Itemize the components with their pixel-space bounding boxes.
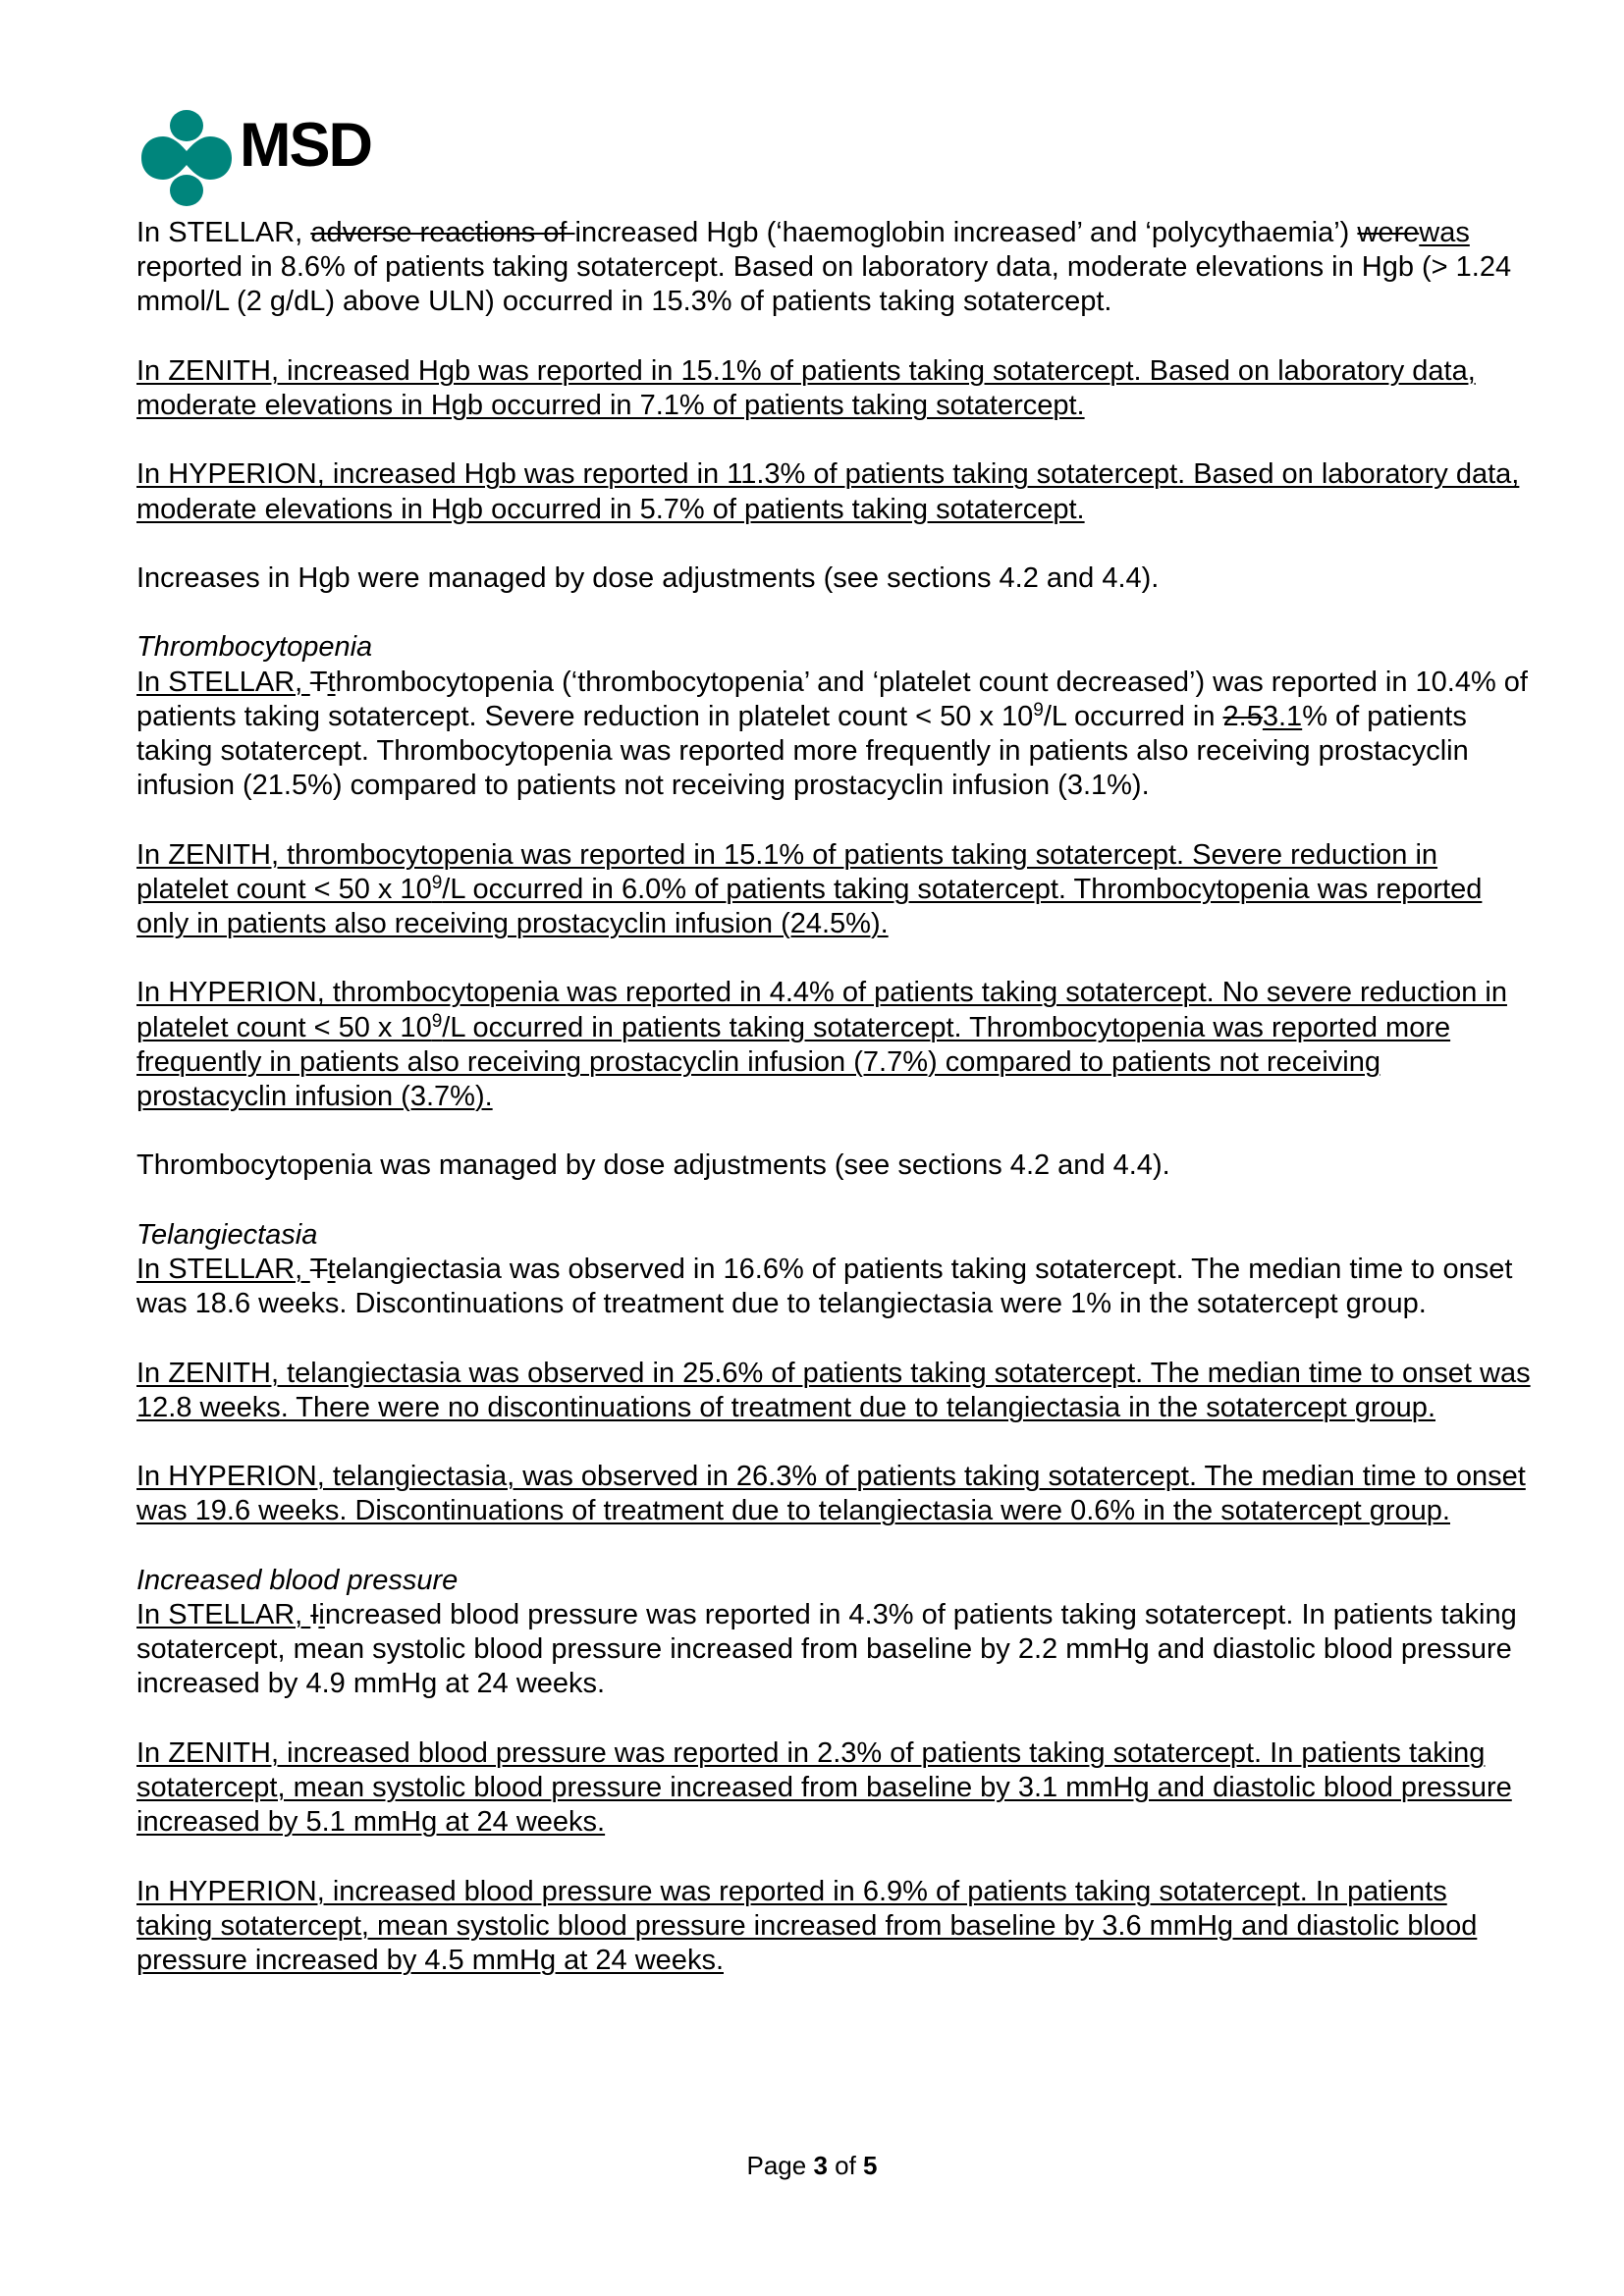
current-page-number: 3 <box>813 2151 828 2180</box>
total-page-count: 5 <box>863 2151 878 2180</box>
paragraph-bp-hyperion: In HYPERION, increased blood pressure was reported in 6.9% of patients taking sotatercept. In patients taking sotatercept, mean systolic blood pressure increased from baseline by 3.6 mmHg and diastolic blood pressure increased by 4.5 mmHg at 24 weeks. <box>136 1875 1478 1976</box>
deleted-text: 2.5 <box>1222 700 1263 732</box>
text-run: In STELLAR, <box>136 217 311 248</box>
heading-telangiectasia: Telangiectasia <box>136 1218 318 1251</box>
paragraph-thrombo-managed: Thrombocytopenia was managed by dose adjustments (see sections 4.2 and 4.4). <box>136 1149 1170 1182</box>
superscript: 9 <box>431 1010 443 1032</box>
inserted-text: In STELLAR, <box>136 1253 310 1285</box>
paragraph-telang-hyperion: In HYPERION, telangiectasia, was observed in 26.3% of patients taking sotatercept. The median time to onset was 19.6 weeks. Discontinuations of treatment due to telangiectasia were 0.6% in the sotatercept group. <box>136 1461 1526 1527</box>
paragraph-hgb-stellar <box>136 216 1531 320</box>
inserted-text: In STELLAR, <box>136 666 310 698</box>
paragraph-thrombo-stellar <box>136 666 1531 804</box>
text-run: increased Hgb (‘haemoglobin increased’ and ‘polycythaemia’) <box>574 217 1358 248</box>
footer-page-label: Page <box>746 2151 814 2180</box>
inserted-text: In STELLAR, <box>136 1598 311 1630</box>
text-run: /L occurred in <box>1043 700 1223 732</box>
inserted-text: 3.1 <box>1262 700 1303 732</box>
page-number-footer <box>0 2151 1624 2180</box>
paragraph-thrombo-zenith <box>136 838 1531 942</box>
deleted-text: T <box>309 1253 328 1285</box>
text-run: hrombocytopenia (‘thrombocytopenia’ and ‘platelet count decreased’) was reported in 10.4% of patients taking sotatercept. Severe reduction in platelet count < 50 x 10 <box>136 666 1528 732</box>
text-run: % of patients taking sotatercept. Thrombocytopenia was reported more frequently in patients also receiving prostacyclin infusion (21.5%) compared to patients not receiving prostacyclin infusion (3.1%). <box>136 700 1469 802</box>
inserted-text: t <box>327 1253 336 1285</box>
deleted-text: T <box>309 666 328 698</box>
text-run: In ZENITH, thrombocytopenia was reported in 15.1% of patients taking sotatercept. Severe reduction in platelet count < 50 x 10 <box>136 838 1438 905</box>
paragraph-telang-zenith: In ZENITH, telangiectasia was observed in 25.6% of patients taking sotatercept. The median time to onset was 12.8 weeks. There were no discontinuations of treatment due to telangiectasia in the sotatercept group. <box>136 1357 1531 1423</box>
heading-increased-blood-pressure: Increased blood pressure <box>136 1564 459 1596</box>
heading-thrombocytopenia: Thrombocytopenia <box>136 631 373 664</box>
document-body <box>136 216 1531 1978</box>
text-run: /L occurred in 6.0% of patients taking sotatercept. Thrombocytopenia was reported only in patients also receiving prostacyclin infusion (24.5%). <box>136 873 1483 939</box>
msd-logo <box>137 109 403 207</box>
superscript: 9 <box>1033 699 1044 721</box>
inserted-text: was <box>1419 217 1470 248</box>
deleted-text: adverse reactions of <box>310 217 575 248</box>
inserted-text: t <box>327 666 336 698</box>
text-run: ncreased blood pressure was reported in 4.3% of patients taking sotatercept. In patients taking sotatercept, mean systolic blood pressure increased from baseline by 2.2 mmHg and diastolic blood pressure increased by 4.9 mmHg at 24 weeks. <box>136 1598 1517 1700</box>
paragraph-hgb-hyperion: In HYPERION, increased Hgb was reported in 11.3% of patients taking sotatercept. Based on laboratory data, moderate elevations in Hgb occurred in 5.7% of patients taking sotatercept. <box>136 458 1520 525</box>
superscript: 9 <box>431 872 443 893</box>
msd-logo-mark-icon <box>137 109 236 207</box>
text-run: elangiectasia was observed in 16.6% of patients taking sotatercept. The median time to onset was 18.6 weeks. Discontinuations of treatment due to telangiectasia were 1% in the sotatercept group. <box>136 1253 1513 1320</box>
paragraph-bp-stellar <box>136 1598 1531 1702</box>
text-run: In HYPERION, thrombocytopenia was reported in 4.4% of patients taking sotatercept. No severe reduction in platelet count < 50 x 10 <box>136 977 1507 1043</box>
paragraph-hgb-zenith: In ZENITH, increased Hgb was reported in 15.1% of patients taking sotatercept. Based on laboratory data, moderate elevations in Hgb occurred in 7.1% of patients taking sotatercept. <box>136 354 1476 421</box>
paragraph-thrombo-hyperion <box>136 976 1531 1114</box>
footer-of-label: of <box>827 2151 864 2180</box>
inserted-text: i <box>318 1598 325 1630</box>
text-run: reported in 8.6% of patients taking sotatercept. Based on laboratory data, moderate elevations in Hgb (> 1.24 mmol/L (2 g/dL) above ULN) occurred in 15.3% of patients taking sotatercept. <box>136 251 1512 318</box>
paragraph-hgb-managed: Increases in Hgb were managed by dose adjustments (see sections 4.2 and 4.4). <box>136 561 1160 594</box>
text-run: /L occurred in patients taking sotatercept. Thrombocytopenia was reported more frequently in patients also receiving prostacyclin infusion (7.7%) compared to patients not receiving prostacyclin infusion (3.7%). <box>136 1011 1451 1112</box>
paragraph-bp-zenith: In ZENITH, increased blood pressure was reported in 2.3% of patients taking sotatercept. In patients taking sotatercept, mean systolic blood pressure increased from baseline by 3.1 mmHg and diastolic blood pressure increased by 5.1 mmHg at 24 weeks. <box>136 1736 1512 1839</box>
deleted-text: I <box>310 1598 319 1630</box>
deleted-text: were <box>1357 217 1420 248</box>
msd-logo-text: MSD <box>240 111 371 180</box>
paragraph-telang-stellar <box>136 1253 1531 1321</box>
